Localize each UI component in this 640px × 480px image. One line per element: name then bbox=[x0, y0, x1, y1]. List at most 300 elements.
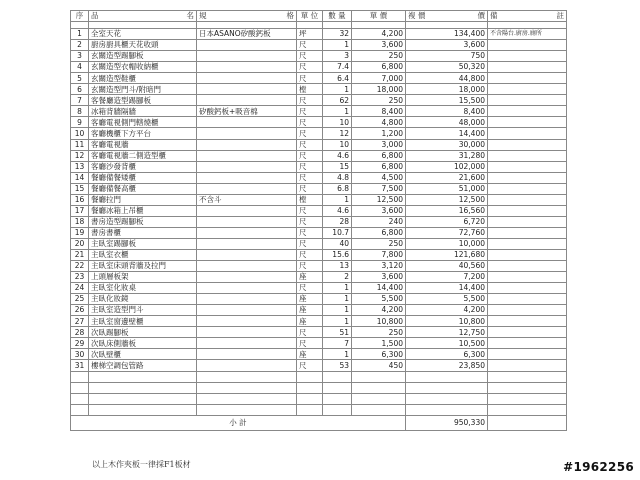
cell-qty: 10.7 bbox=[323, 227, 352, 238]
table-row bbox=[71, 327, 567, 338]
cell-total: 3,600 bbox=[406, 40, 488, 51]
subtotal-value: 950,330 bbox=[406, 415, 488, 430]
cell-item: 主臥室床頭背牆及拉門 bbox=[89, 261, 197, 272]
cell-total: 6,300 bbox=[406, 349, 488, 360]
table-row bbox=[71, 40, 567, 51]
cell-total: 15,500 bbox=[406, 95, 488, 106]
cell-spec bbox=[197, 84, 297, 95]
cell-unit: 尺 bbox=[297, 150, 323, 161]
cell-no: 27 bbox=[71, 316, 89, 327]
cell-remark bbox=[488, 95, 567, 106]
cell-item: 冰箱背牆隔牆 bbox=[89, 106, 197, 117]
table-row bbox=[71, 161, 567, 172]
cell-price: 250 bbox=[352, 327, 406, 338]
cell-price: 10,800 bbox=[352, 316, 406, 327]
cell-unit: 尺 bbox=[297, 205, 323, 216]
table-row bbox=[71, 338, 567, 349]
cell-item: 玄關造型衣帽收納櫃 bbox=[89, 62, 197, 73]
cell-price: 1,500 bbox=[352, 338, 406, 349]
cell-price: 4,200 bbox=[352, 29, 406, 40]
cell-no: 6 bbox=[71, 84, 89, 95]
cell-no: 3 bbox=[71, 51, 89, 62]
header-item: 品 名 bbox=[89, 11, 197, 22]
cell-total: 102,000 bbox=[406, 161, 488, 172]
empty-row bbox=[71, 404, 567, 415]
cell-price: 7,800 bbox=[352, 249, 406, 260]
cell-remark bbox=[488, 360, 567, 371]
cell-item: 餐廳拉門 bbox=[89, 194, 197, 205]
cell-qty: 1 bbox=[323, 283, 352, 294]
cell-total: 51,000 bbox=[406, 183, 488, 194]
cell-qty: 62 bbox=[323, 95, 352, 106]
cell-unit: 座 bbox=[297, 305, 323, 316]
cell-price: 4,200 bbox=[352, 305, 406, 316]
cell-unit: 尺 bbox=[297, 249, 323, 260]
cell-remark bbox=[488, 249, 567, 260]
cell-qty: 1 bbox=[323, 349, 352, 360]
cell-total: 21,600 bbox=[406, 172, 488, 183]
cell-no: 25 bbox=[71, 294, 89, 305]
cell-spec: 不含斗 bbox=[197, 194, 297, 205]
cell-qty: 51 bbox=[323, 327, 352, 338]
cell-total: 72,760 bbox=[406, 227, 488, 238]
cell-spec bbox=[197, 338, 297, 349]
cell-no: 18 bbox=[71, 216, 89, 227]
cell-item: 上頭層板架 bbox=[89, 272, 197, 283]
cell-no: 12 bbox=[71, 150, 89, 161]
cell-qty: 2 bbox=[323, 272, 352, 283]
table-header-row bbox=[71, 11, 567, 22]
cell-spec bbox=[197, 238, 297, 249]
cell-spec bbox=[197, 272, 297, 283]
cell-total: 30,000 bbox=[406, 139, 488, 150]
cell-no: 19 bbox=[71, 227, 89, 238]
cell-total: 14,400 bbox=[406, 283, 488, 294]
cell-qty: 7.4 bbox=[323, 62, 352, 73]
cell-unit: 尺 bbox=[297, 128, 323, 139]
cell-unit: 樘 bbox=[297, 84, 323, 95]
cell-item: 廚房廚具櫃天花收頭 bbox=[89, 40, 197, 51]
cell-remark bbox=[488, 283, 567, 294]
cell-spec bbox=[197, 40, 297, 51]
cell-no: 17 bbox=[71, 205, 89, 216]
cell-no: 30 bbox=[71, 349, 89, 360]
cell-total: 5,500 bbox=[406, 294, 488, 305]
cell-spec bbox=[197, 316, 297, 327]
cell-item: 樓梯空調包管路 bbox=[89, 360, 197, 371]
cell-item: 主臥室化妝桌 bbox=[89, 283, 197, 294]
cell-unit: 尺 bbox=[297, 261, 323, 272]
cell-unit: 座 bbox=[297, 272, 323, 283]
cell-no: 20 bbox=[71, 238, 89, 249]
spacer-row bbox=[71, 22, 567, 29]
table-row bbox=[71, 172, 567, 183]
cell-unit: 樘 bbox=[297, 194, 323, 205]
cell-price: 6,800 bbox=[352, 227, 406, 238]
table-row bbox=[71, 261, 567, 272]
cell-spec bbox=[197, 150, 297, 161]
cell-remark bbox=[488, 327, 567, 338]
cell-unit: 尺 bbox=[297, 216, 323, 227]
cell-total: 750 bbox=[406, 51, 488, 62]
cell-item: 主臥室造型門斗 bbox=[89, 305, 197, 316]
cell-remark bbox=[488, 73, 567, 84]
cell-unit: 尺 bbox=[297, 360, 323, 371]
cell-total: 12,500 bbox=[406, 194, 488, 205]
cell-remark: 不含陽台.廚房.廁所 bbox=[488, 29, 567, 40]
cell-item: 全室天花 bbox=[89, 29, 197, 40]
subtotal-row bbox=[71, 415, 567, 430]
header-unit: 單 位 bbox=[297, 11, 323, 22]
cell-total: 31,280 bbox=[406, 150, 488, 161]
cell-spec bbox=[197, 139, 297, 150]
cell-remark bbox=[488, 183, 567, 194]
cell-item: 次臥床側牆板 bbox=[89, 338, 197, 349]
cell-unit: 尺 bbox=[297, 95, 323, 106]
cell-no: 29 bbox=[71, 338, 89, 349]
cell-remark bbox=[488, 84, 567, 95]
cell-spec bbox=[197, 360, 297, 371]
cell-price: 1,200 bbox=[352, 128, 406, 139]
cell-no: 13 bbox=[71, 161, 89, 172]
cell-no: 15 bbox=[71, 183, 89, 194]
cell-spec bbox=[197, 283, 297, 294]
cell-spec: 矽酸鈣板+吸音棉 bbox=[197, 106, 297, 117]
cell-item: 客廳電視側門轄燒櫃 bbox=[89, 117, 197, 128]
cell-qty: 1 bbox=[323, 316, 352, 327]
cell-no: 11 bbox=[71, 139, 89, 150]
header-price: 單 價 bbox=[352, 11, 406, 22]
cell-item: 客廳電視牆 bbox=[89, 139, 197, 150]
cell-qty: 4.6 bbox=[323, 150, 352, 161]
cell-unit: 尺 bbox=[297, 338, 323, 349]
cell-total: 14,400 bbox=[406, 128, 488, 139]
cell-remark bbox=[488, 238, 567, 249]
cell-remark bbox=[488, 51, 567, 62]
table-row bbox=[71, 139, 567, 150]
cell-price: 6,800 bbox=[352, 150, 406, 161]
cell-remark bbox=[488, 216, 567, 227]
cell-item: 餐廳冰箱上吊櫃 bbox=[89, 205, 197, 216]
table-row bbox=[71, 51, 567, 62]
footnote: 以上木作夾板一律採F1板材 bbox=[92, 460, 191, 469]
cell-total: 40,560 bbox=[406, 261, 488, 272]
cell-no: 8 bbox=[71, 106, 89, 117]
cell-spec bbox=[197, 51, 297, 62]
cell-no: 1 bbox=[71, 29, 89, 40]
table-row bbox=[71, 106, 567, 117]
table-row bbox=[71, 349, 567, 360]
cell-remark bbox=[488, 316, 567, 327]
cell-qty: 7 bbox=[323, 338, 352, 349]
cell-unit: 座 bbox=[297, 294, 323, 305]
cell-remark bbox=[488, 349, 567, 360]
cell-spec: 日本ASANO矽酸鈣板 bbox=[197, 29, 297, 40]
cell-qty: 4.6 bbox=[323, 205, 352, 216]
cell-spec bbox=[197, 294, 297, 305]
table-row bbox=[71, 73, 567, 84]
cell-unit: 尺 bbox=[297, 73, 323, 84]
cell-remark bbox=[488, 106, 567, 117]
cell-item: 餐廳備餐高櫃 bbox=[89, 183, 197, 194]
cell-qty: 15.6 bbox=[323, 249, 352, 260]
cell-unit: 尺 bbox=[297, 183, 323, 194]
table-row bbox=[71, 84, 567, 95]
header-total: 複 價 價 bbox=[406, 11, 488, 22]
cell-spec bbox=[197, 305, 297, 316]
cell-qty: 32 bbox=[323, 29, 352, 40]
cell-no: 9 bbox=[71, 117, 89, 128]
cell-total: 7,200 bbox=[406, 272, 488, 283]
cell-item: 客廳電視牆二側造型櫃 bbox=[89, 150, 197, 161]
cell-unit: 尺 bbox=[297, 117, 323, 128]
cell-no: 16 bbox=[71, 194, 89, 205]
cell-spec bbox=[197, 327, 297, 338]
cell-spec bbox=[197, 73, 297, 84]
cell-no: 26 bbox=[71, 305, 89, 316]
cell-remark bbox=[488, 117, 567, 128]
cell-no: 2 bbox=[71, 40, 89, 51]
cell-price: 250 bbox=[352, 95, 406, 106]
cell-spec bbox=[197, 172, 297, 183]
table-row bbox=[71, 205, 567, 216]
cell-no: 22 bbox=[71, 261, 89, 272]
cell-qty: 15 bbox=[323, 161, 352, 172]
table-row bbox=[71, 183, 567, 194]
cell-total: 12,750 bbox=[406, 327, 488, 338]
cell-no: 24 bbox=[71, 283, 89, 294]
table-row bbox=[71, 117, 567, 128]
cell-item: 餐廳備餐矮櫃 bbox=[89, 172, 197, 183]
cell-qty: 1 bbox=[323, 194, 352, 205]
cell-qty: 1 bbox=[323, 305, 352, 316]
listing-id-watermark: #1962256 bbox=[563, 460, 634, 474]
cell-spec bbox=[197, 249, 297, 260]
cell-total: 4,200 bbox=[406, 305, 488, 316]
cell-price: 250 bbox=[352, 51, 406, 62]
cell-unit: 尺 bbox=[297, 51, 323, 62]
cell-total: 50,320 bbox=[406, 62, 488, 73]
cell-unit: 尺 bbox=[297, 172, 323, 183]
empty-row bbox=[71, 393, 567, 404]
cell-price: 250 bbox=[352, 238, 406, 249]
cell-unit: 尺 bbox=[297, 139, 323, 150]
cell-item: 書房造型踢腳板 bbox=[89, 216, 197, 227]
cell-price: 8,400 bbox=[352, 106, 406, 117]
cell-unit: 尺 bbox=[297, 106, 323, 117]
cell-no: 31 bbox=[71, 360, 89, 371]
cell-qty: 28 bbox=[323, 216, 352, 227]
cell-qty: 1 bbox=[323, 40, 352, 51]
table-row bbox=[71, 62, 567, 73]
cell-total: 6,720 bbox=[406, 216, 488, 227]
cell-remark bbox=[488, 128, 567, 139]
cell-qty: 6.8 bbox=[323, 183, 352, 194]
cell-price: 6,800 bbox=[352, 62, 406, 73]
cell-total: 48,000 bbox=[406, 117, 488, 128]
cell-unit: 尺 bbox=[297, 283, 323, 294]
cell-no: 28 bbox=[71, 327, 89, 338]
table-row bbox=[71, 249, 567, 260]
cell-no: 14 bbox=[71, 172, 89, 183]
cell-price: 18,000 bbox=[352, 84, 406, 95]
cell-price: 3,600 bbox=[352, 40, 406, 51]
cell-item: 主臥室窗邊壁櫃 bbox=[89, 316, 197, 327]
cell-unit: 尺 bbox=[297, 327, 323, 338]
cell-item: 主臥室衣櫃 bbox=[89, 249, 197, 260]
cell-remark bbox=[488, 261, 567, 272]
cell-price: 3,600 bbox=[352, 272, 406, 283]
cell-remark bbox=[488, 194, 567, 205]
cell-total: 10,000 bbox=[406, 238, 488, 249]
cell-price: 7,500 bbox=[352, 183, 406, 194]
cell-unit: 坪 bbox=[297, 29, 323, 40]
cell-remark bbox=[488, 272, 567, 283]
cell-item: 玄關造型門斗/附暗門 bbox=[89, 84, 197, 95]
cell-total: 16,560 bbox=[406, 205, 488, 216]
cell-remark bbox=[488, 150, 567, 161]
cell-spec bbox=[197, 349, 297, 360]
cell-total: 23,850 bbox=[406, 360, 488, 371]
table-body bbox=[71, 22, 567, 431]
cell-qty: 10 bbox=[323, 117, 352, 128]
table-row bbox=[71, 294, 567, 305]
cell-price: 450 bbox=[352, 360, 406, 371]
cell-remark bbox=[488, 227, 567, 238]
cell-price: 14,400 bbox=[352, 283, 406, 294]
cell-unit: 座 bbox=[297, 349, 323, 360]
cell-item: 玄關造型鞋櫃 bbox=[89, 73, 197, 84]
table-row bbox=[71, 194, 567, 205]
header-remark: 備 註 bbox=[488, 11, 567, 22]
table-row bbox=[71, 238, 567, 249]
cell-total: 8,400 bbox=[406, 106, 488, 117]
cell-remark bbox=[488, 62, 567, 73]
cell-qty: 4.8 bbox=[323, 172, 352, 183]
cell-qty: 1 bbox=[323, 106, 352, 117]
cell-remark bbox=[488, 205, 567, 216]
empty-row bbox=[71, 382, 567, 393]
cell-unit: 尺 bbox=[297, 227, 323, 238]
cell-spec bbox=[197, 261, 297, 272]
table-row bbox=[71, 150, 567, 161]
table-row bbox=[71, 283, 567, 294]
table-row bbox=[71, 227, 567, 238]
cell-unit: 尺 bbox=[297, 40, 323, 51]
cell-remark bbox=[488, 172, 567, 183]
table-row bbox=[71, 316, 567, 327]
cell-price: 6,300 bbox=[352, 349, 406, 360]
table-row bbox=[71, 95, 567, 106]
table-row bbox=[71, 216, 567, 227]
cell-price: 5,500 bbox=[352, 294, 406, 305]
cell-remark bbox=[488, 139, 567, 150]
subtotal-label: 小 計 bbox=[71, 415, 406, 430]
cell-spec bbox=[197, 117, 297, 128]
cell-total: 10,500 bbox=[406, 338, 488, 349]
cell-item: 次臥壁櫃 bbox=[89, 349, 197, 360]
cell-unit: 尺 bbox=[297, 161, 323, 172]
cell-spec bbox=[197, 216, 297, 227]
cell-price: 3,120 bbox=[352, 261, 406, 272]
cell-price: 3,600 bbox=[352, 205, 406, 216]
cell-item: 客廳機櫃下方平台 bbox=[89, 128, 197, 139]
cell-remark bbox=[488, 305, 567, 316]
cell-remark bbox=[488, 294, 567, 305]
cell-qty: 13 bbox=[323, 261, 352, 272]
cell-no: 21 bbox=[71, 249, 89, 260]
cell-qty: 10 bbox=[323, 139, 352, 150]
cell-qty: 53 bbox=[323, 360, 352, 371]
cell-price: 4,800 bbox=[352, 117, 406, 128]
cell-unit: 座 bbox=[297, 316, 323, 327]
cell-item: 書房書櫃 bbox=[89, 227, 197, 238]
cell-spec bbox=[197, 183, 297, 194]
cell-item: 客廳沙發背櫃 bbox=[89, 161, 197, 172]
cell-price: 3,000 bbox=[352, 139, 406, 150]
cell-spec bbox=[197, 161, 297, 172]
cell-spec bbox=[197, 227, 297, 238]
cell-unit: 尺 bbox=[297, 62, 323, 73]
quotation-sheet bbox=[70, 10, 566, 444]
cell-no: 10 bbox=[71, 128, 89, 139]
cell-item: 玄關造型踢腳板 bbox=[89, 51, 197, 62]
quotation-table bbox=[70, 10, 567, 431]
cell-no: 4 bbox=[71, 62, 89, 73]
cell-item: 主臥室踢腳板 bbox=[89, 238, 197, 249]
table-row bbox=[71, 272, 567, 283]
table-row bbox=[71, 128, 567, 139]
cell-no: 23 bbox=[71, 272, 89, 283]
cell-total: 10,800 bbox=[406, 316, 488, 327]
cell-qty: 1 bbox=[323, 84, 352, 95]
cell-remark bbox=[488, 338, 567, 349]
cell-price: 6,800 bbox=[352, 161, 406, 172]
cell-spec bbox=[197, 205, 297, 216]
cell-item: 次臥踢腳板 bbox=[89, 327, 197, 338]
cell-item: 客餐廳造型踢腳板 bbox=[89, 95, 197, 106]
cell-no: 7 bbox=[71, 95, 89, 106]
cell-price: 4,500 bbox=[352, 172, 406, 183]
cell-remark bbox=[488, 161, 567, 172]
cell-qty: 3 bbox=[323, 51, 352, 62]
cell-qty: 40 bbox=[323, 238, 352, 249]
empty-row bbox=[71, 371, 567, 382]
cell-spec bbox=[197, 128, 297, 139]
cell-no: 5 bbox=[71, 73, 89, 84]
cell-total: 18,000 bbox=[406, 84, 488, 95]
cell-remark bbox=[488, 40, 567, 51]
cell-qty: 1 bbox=[323, 294, 352, 305]
table-row bbox=[71, 360, 567, 371]
cell-spec bbox=[197, 95, 297, 106]
cell-total: 44,800 bbox=[406, 73, 488, 84]
header-spec: 規 格 bbox=[197, 11, 297, 22]
cell-total: 134,400 bbox=[406, 29, 488, 40]
cell-item: 主臥化妝鏡 bbox=[89, 294, 197, 305]
table-row bbox=[71, 29, 567, 40]
header-qty: 數 量 bbox=[323, 11, 352, 22]
cell-price: 240 bbox=[352, 216, 406, 227]
cell-total: 121,680 bbox=[406, 249, 488, 260]
cell-spec bbox=[197, 62, 297, 73]
cell-price: 12,500 bbox=[352, 194, 406, 205]
cell-qty: 6.4 bbox=[323, 73, 352, 84]
header-no: 序 bbox=[71, 11, 89, 22]
cell-unit: 尺 bbox=[297, 238, 323, 249]
cell-qty: 12 bbox=[323, 128, 352, 139]
table-row bbox=[71, 305, 567, 316]
